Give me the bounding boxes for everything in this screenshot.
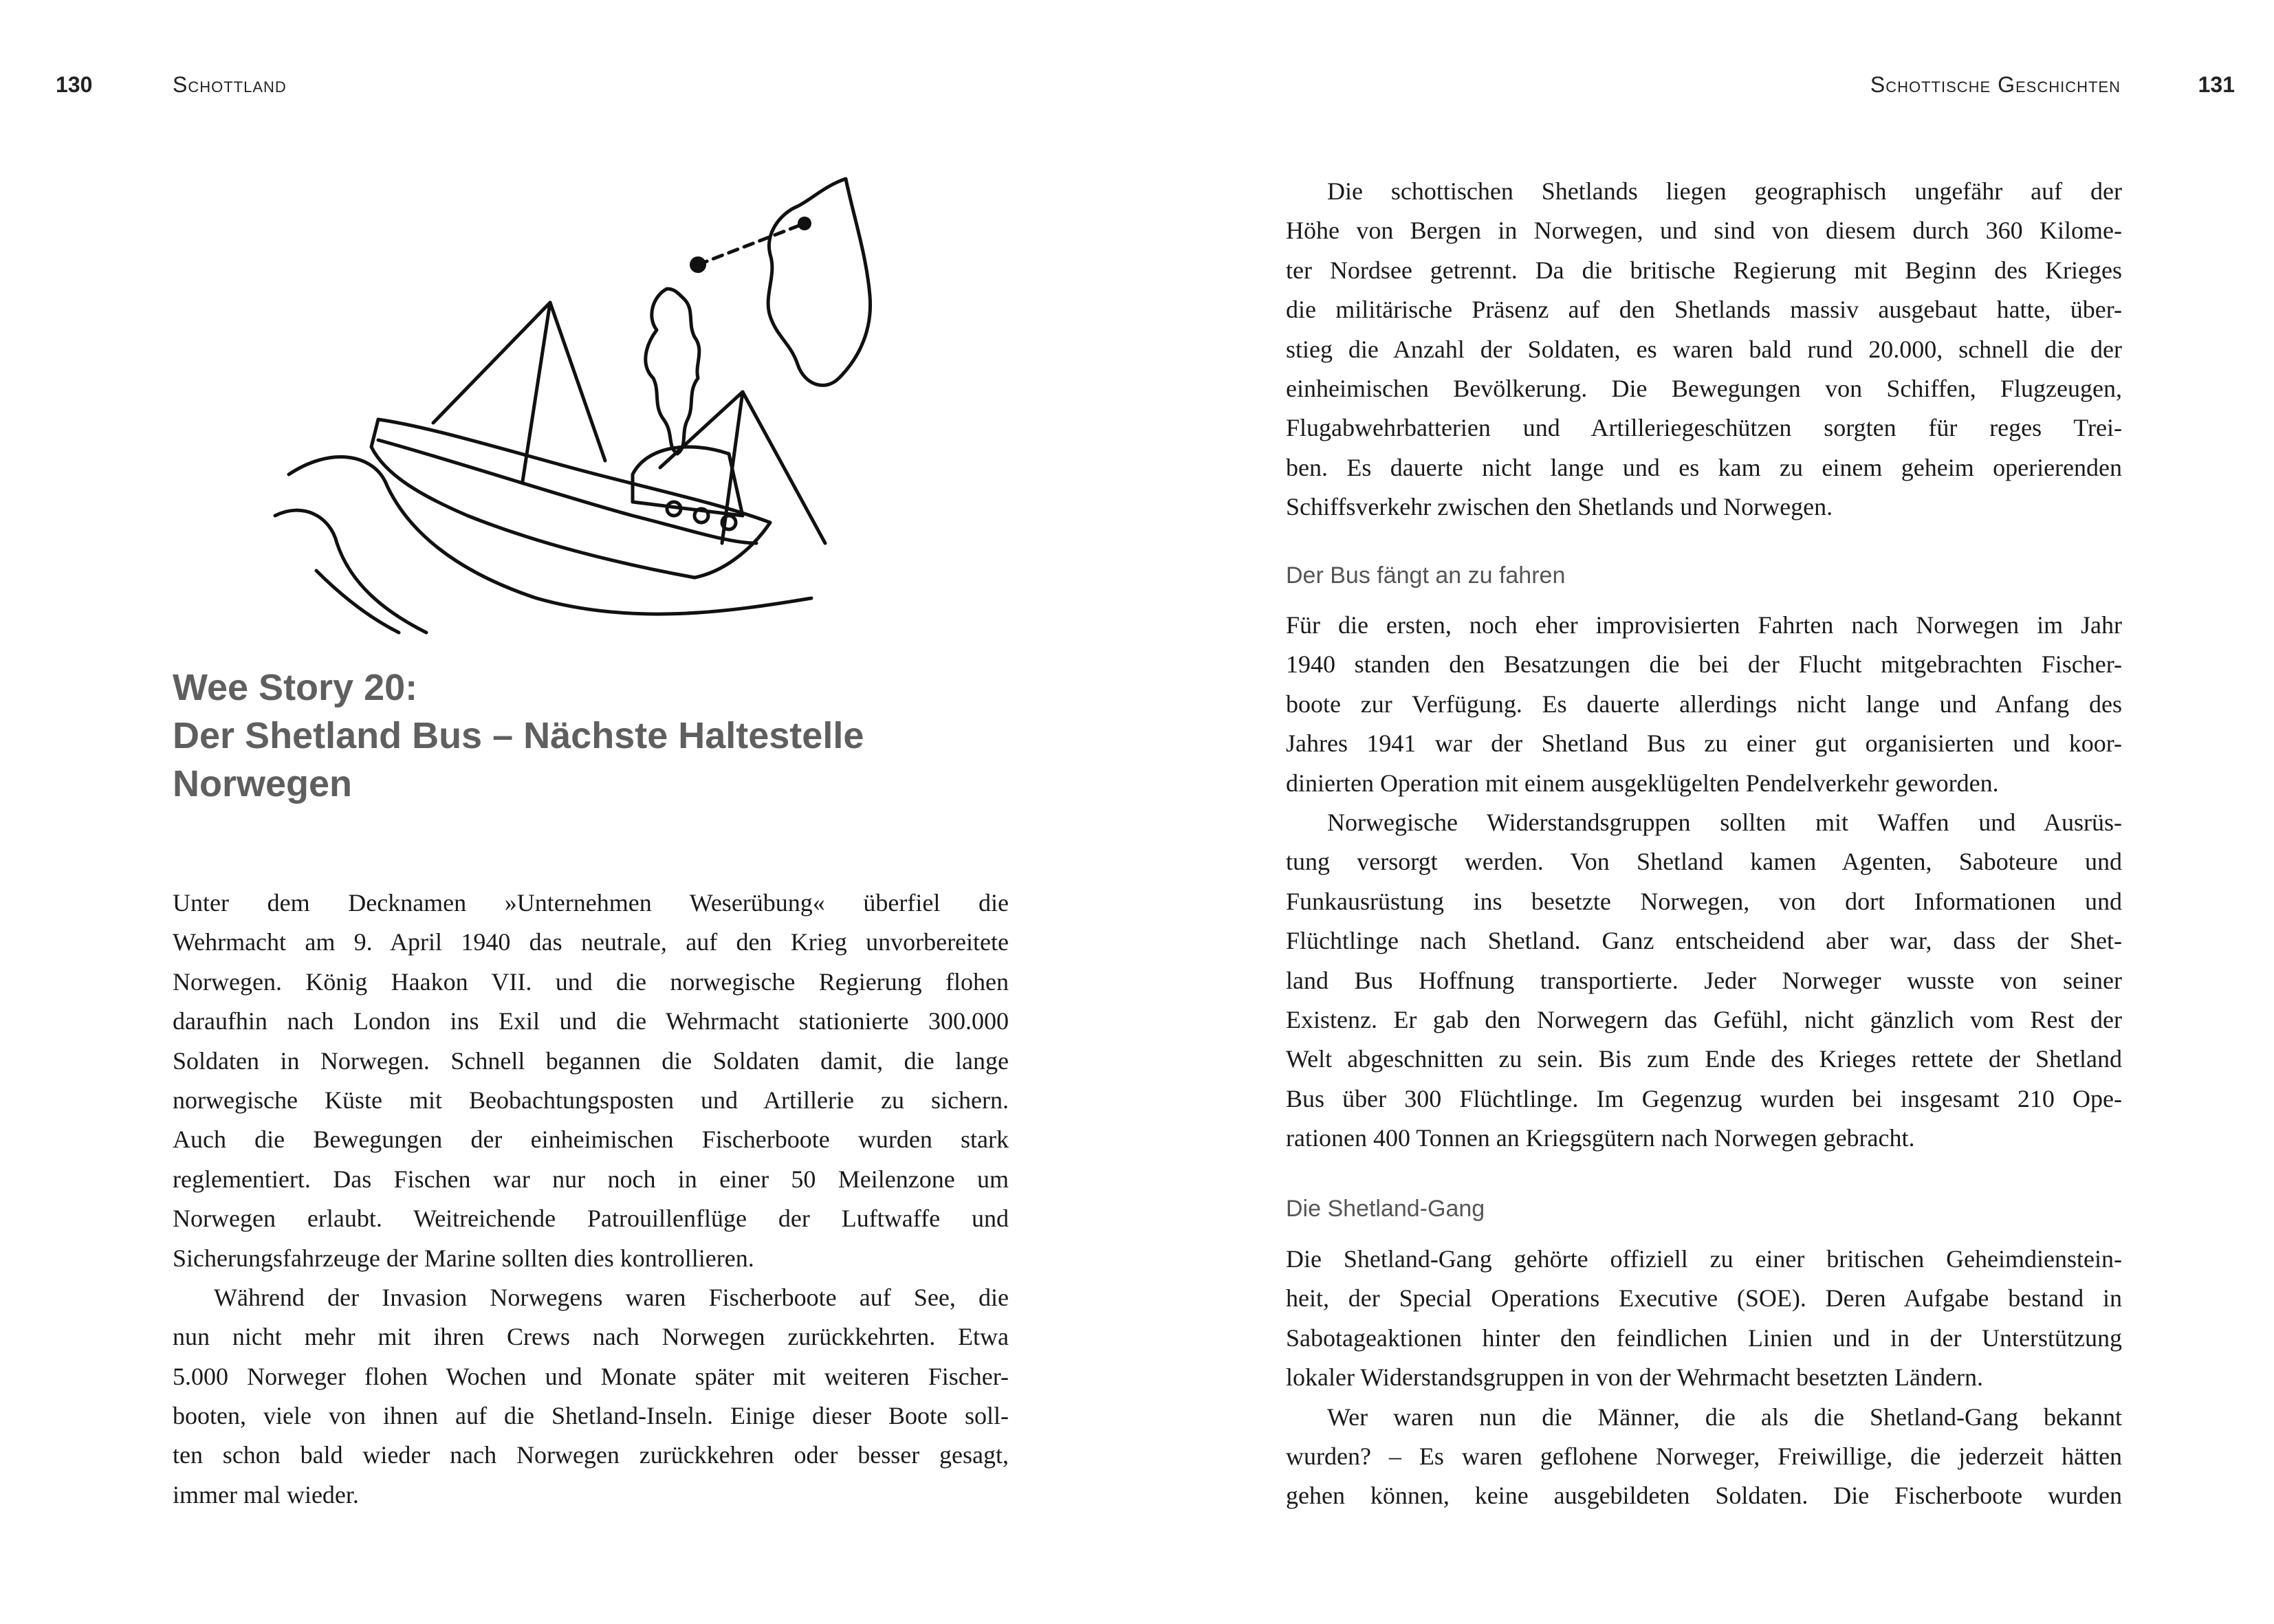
left-page-number: 130 xyxy=(56,72,93,97)
text-line: Auch die Bewegungen der einheimischen Fischerboote wurden stark xyxy=(173,1126,1009,1154)
text-line: 1940 standen den Besatzungen die bei der Flucht mitgebrachten Fischer- xyxy=(1286,650,2122,679)
text-line: immer mal wieder. xyxy=(173,1480,359,1508)
story-title-line: Norwegen xyxy=(173,763,353,804)
text-line: Norwegen erlaubt. Weitreichende Patrouillenflüge der Luftwaffe und xyxy=(173,1205,1009,1233)
text-line: die militärische Präsenz auf den Shetlands massiv ausgebaut hatte, über- xyxy=(1286,296,2122,324)
text-line: Unter dem Decknamen »Unternehmen Weserübung« überfiel die xyxy=(173,889,1009,917)
text-line: Sicherungsfahrzeuge der Marine sollten dies kontrollieren. xyxy=(173,1244,754,1272)
paragraph xyxy=(173,1278,1009,1515)
text-line: einheimischen Bevölkerung. Die Bewegungen von Schiffen, Flugzeugen, xyxy=(1286,374,2122,402)
paragraph xyxy=(173,884,1009,1278)
text-line: lokaler Widerstandsgruppen in von der Wehrmacht besetzten Ländern. xyxy=(1286,1363,1983,1392)
text-line: heit, der Special Operations Executive (SOE). Deren Aufgabe bestand in xyxy=(1286,1284,2122,1313)
text-line: nun nicht mehr mit ihren Crews nach Norwegen zurückkehrten. Etwa xyxy=(173,1323,1009,1351)
section-gang-text xyxy=(1286,1240,2122,1516)
text-line: Höhe von Bergen in Norwegen, und sind von diesem durch 360 Kilome- xyxy=(1286,217,2122,245)
text-line: Soldaten in Norwegen. Schnell begannen die Soldaten damit, die lange xyxy=(173,1046,1009,1075)
text-line: Norwegische Widerstandsgruppen sollten mit Waffen und Ausrüs- xyxy=(1327,808,2122,836)
text-line: Funkausrüstung ins besetzte Norwegen, von dort Informationen und xyxy=(1286,887,2122,915)
text-line: daraufhin nach London ins Exil und die Wehrmacht stationierte 300.000 xyxy=(173,1007,1009,1035)
text-line: 5.000 Norweger flohen Wochen und Monate später mit weiteren Fischer- xyxy=(173,1362,1009,1390)
text-line: gehen können, keine ausgebildeten Soldaten. Die Fischerboote wurden xyxy=(1286,1482,2122,1510)
text-line: ben. Es dauerte nicht lange und es kam zu einem geheim operierenden xyxy=(1286,453,2122,481)
text-line: Die schottischen Shetlands liegen geographisch ungefähr auf der xyxy=(1327,177,2122,205)
story-title-line: Wee Story 20: xyxy=(173,667,418,708)
text-line: reglementiert. Das Fischen war nur noch in einer 50 Meilenzone um xyxy=(173,1165,1009,1193)
text-line: tung versorgt werden. Von Shetland kamen Agenten, Saboteure und xyxy=(1286,848,2122,876)
text-line: Für die ersten, noch eher improvisierten Fahrten nach Norwegen im Jahr xyxy=(1286,611,2122,639)
paragraph xyxy=(1286,172,2122,527)
right-page-number: 131 xyxy=(2198,72,2235,97)
text-line: Flüchtlinge nach Shetland. Ganz entscheidend aber war, dass der Shet- xyxy=(1286,927,2122,955)
text-line: Flugabwehrbatterien und Artilleriegeschützen sorgten für reges Trei- xyxy=(1286,414,2122,442)
text-line: Existenz. Er gab den Norwegern das Gefühl, nicht gänzlich vom Rest der xyxy=(1286,1005,2122,1033)
text-line: wurden? – Es waren geflohene Norweger, Freiwillige, die jederzeit hätten xyxy=(1286,1442,2122,1470)
text-line: land Bus Hoffnung transportierte. Jeder Norweger wusste von seiner xyxy=(1286,966,2122,994)
left-body-text xyxy=(173,884,1009,1515)
subheading-bus: Der Bus fängt an zu fahren xyxy=(1286,562,1566,589)
text-line: stieg die Anzahl der Soldaten, es waren bald rund 20.000, schnell die der xyxy=(1286,335,2122,363)
text-line: Schiffsverkehr zwischen den Shetlands und Norwegen. xyxy=(1286,493,1833,521)
text-line: Welt abgeschnitten zu sein. Bis zum Ende des Krieges rettete der Shetland xyxy=(1286,1045,2122,1073)
subheading-shetland-gang: Die Shetland-Gang xyxy=(1286,1196,1485,1222)
paragraph xyxy=(1286,1398,2122,1516)
paragraph xyxy=(1286,1240,2122,1398)
norway-map-outline xyxy=(768,179,870,385)
left-running-title: Schottland xyxy=(173,72,287,97)
scotland-map-outline xyxy=(646,289,699,454)
text-line: boote zur Verfügung. Es dauerte allerdings nicht lange und Anfang des xyxy=(1286,690,2122,718)
text-line: Wehrmacht am 9. April 1940 das neutrale, auf den Krieg unvorbereitete xyxy=(173,928,1009,956)
text-line: Sabotageaktionen hinter den feindlichen Linien und in der Unterstützung xyxy=(1286,1324,2122,1352)
text-line: Bus über 300 Flüchtlinge. Im Gegenzug wurden bei insgesamt 210 Ope- xyxy=(1286,1084,2122,1112)
route-dashed-line xyxy=(698,223,805,265)
paragraph xyxy=(1286,606,2122,803)
story-title xyxy=(173,663,864,808)
text-line: Die Shetland-Gang gehörte offiziell zu einer britischen Geheimdienstein- xyxy=(1286,1245,2122,1273)
text-line: Während der Invasion Norwegens waren Fischerboote auf See, die xyxy=(214,1283,1009,1311)
section-bus-text xyxy=(1286,606,2122,1158)
text-line: ter Nordsee getrennt. Da die britische Regierung mit Beginn des Krieges xyxy=(1286,256,2122,284)
text-line: rationen 400 Tonnen an Kriegsgütern nach Norwegen gebracht. xyxy=(1286,1124,1915,1152)
text-line: booten, viele von ihnen auf die Shetland-Inseln. Einige dieser Boote soll- xyxy=(173,1402,1009,1430)
story-title-line: Der Shetland Bus – Nächste Haltestelle xyxy=(173,715,864,756)
ship-illustration xyxy=(248,158,908,639)
text-line: norwegische Küste mit Beobachtungsposten und Artillerie zu sichern. xyxy=(173,1086,1009,1114)
text-line: Norwegen. König Haakon VII. und die norwegische Regierung flohen xyxy=(173,967,1009,996)
right-running-title: Schottische Geschichten xyxy=(1870,72,2121,97)
front-mast xyxy=(523,303,550,481)
right-intro-text xyxy=(1286,172,2122,527)
text-line: Jahres 1941 war der Shetland Bus zu einer gut organisierten und koor- xyxy=(1286,729,2122,758)
text-line: Wer waren nun die Männer, die als die Shetland-Gang bekannt xyxy=(1327,1403,2122,1431)
text-line: dinierten Operation mit einem ausgeklügelten Pendelverkehr geworden. xyxy=(1286,769,1999,797)
text-line: ten schon bald wieder nach Norwegen zurückkehren oder besser gesagt, xyxy=(173,1441,1009,1469)
paragraph xyxy=(1286,803,2122,1159)
